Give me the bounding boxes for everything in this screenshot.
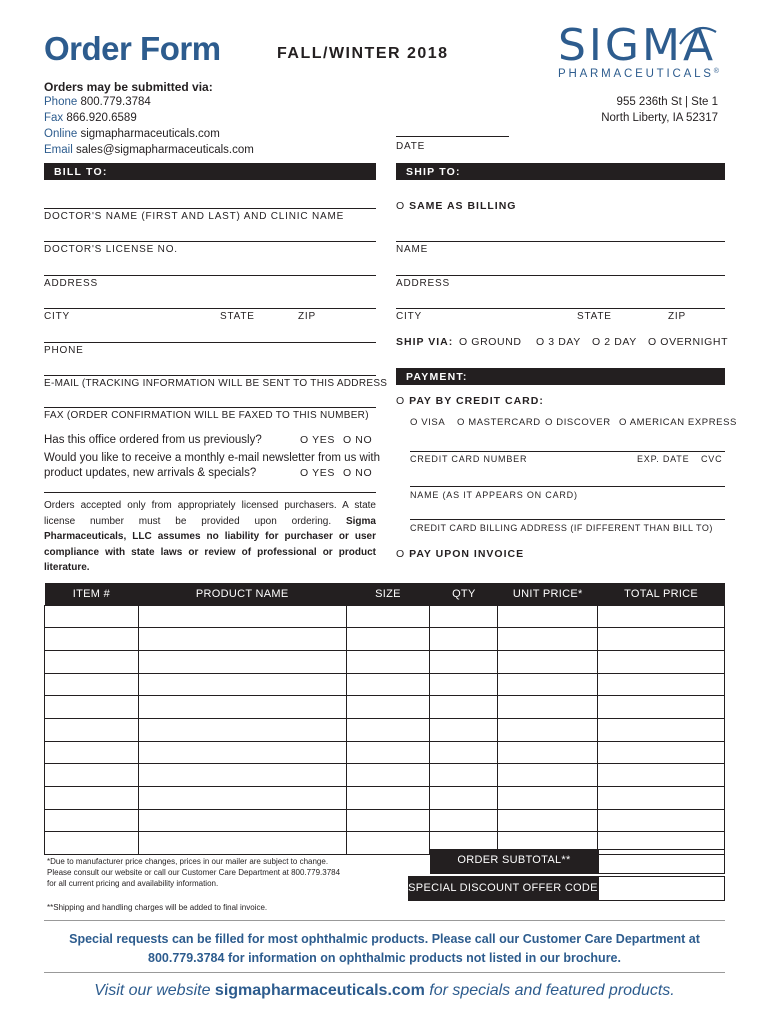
discount-code-label: SPECIAL DISCOUNT OFFER CODE: [408, 876, 598, 901]
table-cell[interactable]: [346, 787, 430, 810]
exp-date-label: EXP. DATE: [637, 454, 690, 464]
date-label: DATE: [396, 141, 426, 152]
bill-to-bar: BILL TO:: [44, 163, 376, 180]
discount-code-field[interactable]: [598, 876, 725, 901]
table-cell[interactable]: [45, 605, 139, 628]
table-cell[interactable]: [498, 764, 598, 787]
ship-city-label: CITY: [396, 311, 422, 322]
company-address-line2: North Liberty, IA 52317: [601, 112, 718, 124]
table-row: [45, 628, 725, 651]
license-field[interactable]: [44, 241, 376, 242]
card-number-field[interactable]: [410, 451, 725, 452]
table-cell[interactable]: [138, 718, 346, 741]
company-address-line1: 955 236th St | Ste 1: [616, 96, 718, 108]
table-cell[interactable]: [45, 650, 139, 673]
table-cell[interactable]: [430, 764, 498, 787]
table-cell[interactable]: [598, 605, 725, 628]
season-label: FALL/WINTER 2018: [277, 45, 449, 62]
table-cell[interactable]: [45, 628, 139, 651]
special-requests-note: Special requests can be filled for most ophthalmic products. Please call our Customer Care Department at 800.779.3784 for information on ophthalmic products not listed in our brochure.: [69, 932, 700, 965]
ship-2day-radio[interactable]: O 2 DAY: [592, 336, 637, 348]
table-cell[interactable]: [138, 696, 346, 719]
table-cell[interactable]: [598, 809, 725, 832]
footer-divider-bottom: [44, 972, 725, 973]
table-cell[interactable]: [45, 741, 139, 764]
email-line: Email sales@sigmapharmaceuticals.com: [44, 144, 254, 156]
table-cell[interactable]: [346, 628, 430, 651]
table-cell[interactable]: [498, 696, 598, 719]
website-link[interactable]: sigmapharmaceuticals.com: [80, 128, 220, 140]
bill-zip-label: ZIP: [298, 311, 316, 322]
bill-fax-label: FAX (ORDER CONFIRMATION WILL BE FAXED TO THIS NUMBER): [44, 410, 369, 421]
table-cell[interactable]: [498, 787, 598, 810]
table-cell[interactable]: [346, 718, 430, 741]
bill-email-label: E-MAIL (TRACKING INFORMATION WILL BE SENT TO THIS ADDRESS: [44, 378, 388, 389]
ship-name-label: NAME: [396, 244, 429, 255]
logo-sub-text: PHARMACEUTICALS®: [558, 68, 722, 80]
previous-no-radio[interactable]: O NO: [343, 434, 373, 446]
table-header-row: [45, 583, 725, 605]
previous-yes-radio[interactable]: O YES: [300, 434, 335, 446]
card-billing-address-label: CREDIT CARD BILLING ADDRESS (IF DIFFERENT THAN BILL TO): [410, 523, 713, 533]
table-cell[interactable]: [430, 673, 498, 696]
card-billing-address-field[interactable]: [410, 519, 725, 520]
table-cell[interactable]: [430, 605, 498, 628]
table-cell[interactable]: [346, 605, 430, 628]
bill-email-field[interactable]: [44, 375, 376, 376]
card-number-label: CREDIT CARD NUMBER: [410, 454, 528, 464]
table-cell[interactable]: [138, 741, 346, 764]
table-cell[interactable]: [498, 718, 598, 741]
table-cell[interactable]: [45, 696, 139, 719]
payment-bar: PAYMENT:: [396, 368, 725, 385]
same-as-billing-radio[interactable]: O SAME AS BILLING: [396, 200, 517, 212]
previous-order-question: Has this office ordered from us previously?: [44, 434, 262, 446]
credit-card-radio[interactable]: O PAY BY CREDIT CARD:: [396, 395, 544, 407]
table-row: [45, 741, 725, 764]
logo-main-text: SIGMA: [558, 20, 717, 71]
table-cell[interactable]: [430, 809, 498, 832]
table-cell[interactable]: [498, 673, 598, 696]
table-cell[interactable]: [138, 832, 346, 855]
table-cell[interactable]: [598, 718, 725, 741]
ship-ground-radio[interactable]: O GROUND: [459, 336, 522, 348]
table-row: [45, 764, 725, 787]
mastercard-radio[interactable]: O MASTERCARD: [457, 417, 541, 428]
order-items-table: [44, 583, 725, 855]
table-cell[interactable]: [346, 832, 430, 855]
table-cell[interactable]: [346, 809, 430, 832]
ship-via-label: SHIP VIA:: [396, 336, 454, 348]
order-subtotal-field[interactable]: [598, 849, 725, 874]
table-cell[interactable]: [430, 696, 498, 719]
doctor-name-label: DOCTOR'S NAME (FIRST AND LAST) AND CLINIC NAME: [44, 211, 345, 222]
invoice-radio[interactable]: O PAY UPON INVOICE: [396, 548, 525, 560]
newsletter-question-line2: product updates, new arrivals & specials?: [44, 467, 257, 479]
table-cell[interactable]: [138, 787, 346, 810]
col-qty: QTY: [430, 583, 498, 605]
col-size: SIZE: [346, 583, 430, 605]
fax-line: Fax 866.920.6589: [44, 112, 137, 124]
col-total-price: TOTAL PRICE: [598, 583, 725, 605]
table-cell[interactable]: [498, 605, 598, 628]
table-cell[interactable]: [45, 832, 139, 855]
phone-line: Phone 800.779.3784: [44, 96, 151, 108]
table-cell[interactable]: [430, 718, 498, 741]
table-cell[interactable]: [346, 673, 430, 696]
table-row: [45, 696, 725, 719]
table-cell[interactable]: [598, 628, 725, 651]
col-item-number: ITEM #: [45, 583, 139, 605]
visit-website-line: Visit our website sigmapharmaceuticals.com for specials and featured products.: [94, 982, 675, 999]
ship-state-label: STATE: [577, 311, 612, 322]
bill-phone-field[interactable]: [44, 342, 376, 343]
shipping-note: **Shipping and handling charges will be added to final invoice.: [47, 903, 268, 912]
table-cell[interactable]: [138, 764, 346, 787]
email-link[interactable]: sales@sigmapharmaceuticals.com: [75, 144, 254, 156]
bill-divider: [44, 492, 376, 493]
table-cell[interactable]: [45, 673, 139, 696]
doctor-name-field[interactable]: [44, 208, 376, 209]
ship-zip-label: ZIP: [668, 311, 686, 322]
ship-address-field[interactable]: [396, 275, 725, 276]
cvc-label: CVC: [701, 454, 723, 464]
logo-swoosh-icon: [676, 24, 718, 48]
date-field[interactable]: [396, 136, 509, 137]
table-cell[interactable]: [138, 628, 346, 651]
visa-radio[interactable]: O VISA: [410, 417, 446, 428]
table-cell[interactable]: [346, 650, 430, 673]
table-row: [45, 787, 725, 810]
bill-city-label: CITY: [44, 311, 70, 322]
bill-state-label: STATE: [220, 311, 255, 322]
name-on-card-label: NAME (AS IT APPEARS ON CARD): [410, 490, 578, 500]
newsletter-no-radio[interactable]: O NO: [343, 467, 373, 479]
disclaimer: Orders accepted only from appropriately licensed purchasers. A state license number must be provided upon ordering. Sigma Pharmaceuticals, LLC assumes no liability for purchaser or user compliance with state laws or review of professional or product literature.: [44, 500, 376, 573]
table-cell[interactable]: [598, 650, 725, 673]
table-cell[interactable]: [498, 741, 598, 764]
table-cell[interactable]: [598, 741, 725, 764]
table-cell[interactable]: [498, 809, 598, 832]
col-product-name: PRODUCT NAME: [138, 583, 346, 605]
table-cell[interactable]: [138, 673, 346, 696]
table-cell[interactable]: [598, 787, 725, 810]
table-row: [45, 718, 725, 741]
table-cell[interactable]: [138, 650, 346, 673]
table-cell[interactable]: [498, 650, 598, 673]
table-cell[interactable]: [598, 696, 725, 719]
ship-name-field[interactable]: [396, 241, 725, 242]
bill-phone-label: PHONE: [44, 345, 84, 356]
ship-address-label: ADDRESS: [396, 278, 450, 289]
col-unit-price: UNIT PRICE*: [498, 583, 598, 605]
amex-radio[interactable]: O AMERICAN EXPRESS: [619, 417, 737, 428]
license-label: DOCTOR'S LICENSE NO.: [44, 244, 178, 255]
table-cell[interactable]: [430, 741, 498, 764]
table-cell[interactable]: [346, 696, 430, 719]
table-cell[interactable]: [598, 673, 725, 696]
table-cell[interactable]: [430, 628, 498, 651]
table-cell[interactable]: [45, 809, 139, 832]
newsletter-question-line1: Would you like to receive a monthly e-mail newsletter from us with: [44, 452, 380, 464]
discover-radio[interactable]: O DISCOVER: [545, 417, 611, 428]
bill-city-state-zip-field[interactable]: [44, 308, 376, 309]
table-cell[interactable]: [138, 605, 346, 628]
table-cell[interactable]: [45, 764, 139, 787]
name-on-card-field[interactable]: [410, 486, 725, 487]
table-row: [45, 673, 725, 696]
table-cell[interactable]: [430, 650, 498, 673]
bill-fax-field[interactable]: [44, 407, 376, 408]
table-cell[interactable]: [45, 787, 139, 810]
table-cell[interactable]: [138, 809, 346, 832]
page-title: Order Form: [44, 30, 221, 67]
price-note: *Due to manufacturer price changes, prices in our mailer are subject to change. Please consult our website or call our Customer Care Department at 800.779.3784 for all current pricing and availability information.: [47, 857, 341, 888]
table-cell[interactable]: [346, 764, 430, 787]
footer-website-link[interactable]: sigmapharmaceuticals.com: [214, 982, 425, 999]
table-cell[interactable]: [346, 741, 430, 764]
order-subtotal-label: ORDER SUBTOTAL**: [430, 849, 598, 874]
table-row: [45, 650, 725, 673]
submit-via-heading: Orders may be submitted via:: [44, 80, 213, 94]
newsletter-yes-radio[interactable]: O YES: [300, 467, 335, 479]
bill-address-field[interactable]: [44, 275, 376, 276]
bill-address-label: ADDRESS: [44, 278, 98, 289]
table-cell[interactable]: [45, 718, 139, 741]
online-line: Online sigmapharmaceuticals.com: [44, 128, 220, 140]
table-row: [45, 809, 725, 832]
ship-city-state-zip-field[interactable]: [396, 308, 725, 309]
footer-divider-top: [44, 920, 725, 921]
table-cell[interactable]: [430, 787, 498, 810]
table-cell[interactable]: [598, 764, 725, 787]
ship-overnight-radio[interactable]: O OVERNIGHT: [648, 336, 729, 348]
ship-to-bar: SHIP TO:: [396, 163, 725, 180]
table-cell[interactable]: [498, 628, 598, 651]
ship-3day-radio[interactable]: O 3 DAY: [536, 336, 581, 348]
table-body: [45, 605, 725, 855]
table-row: [45, 605, 725, 628]
